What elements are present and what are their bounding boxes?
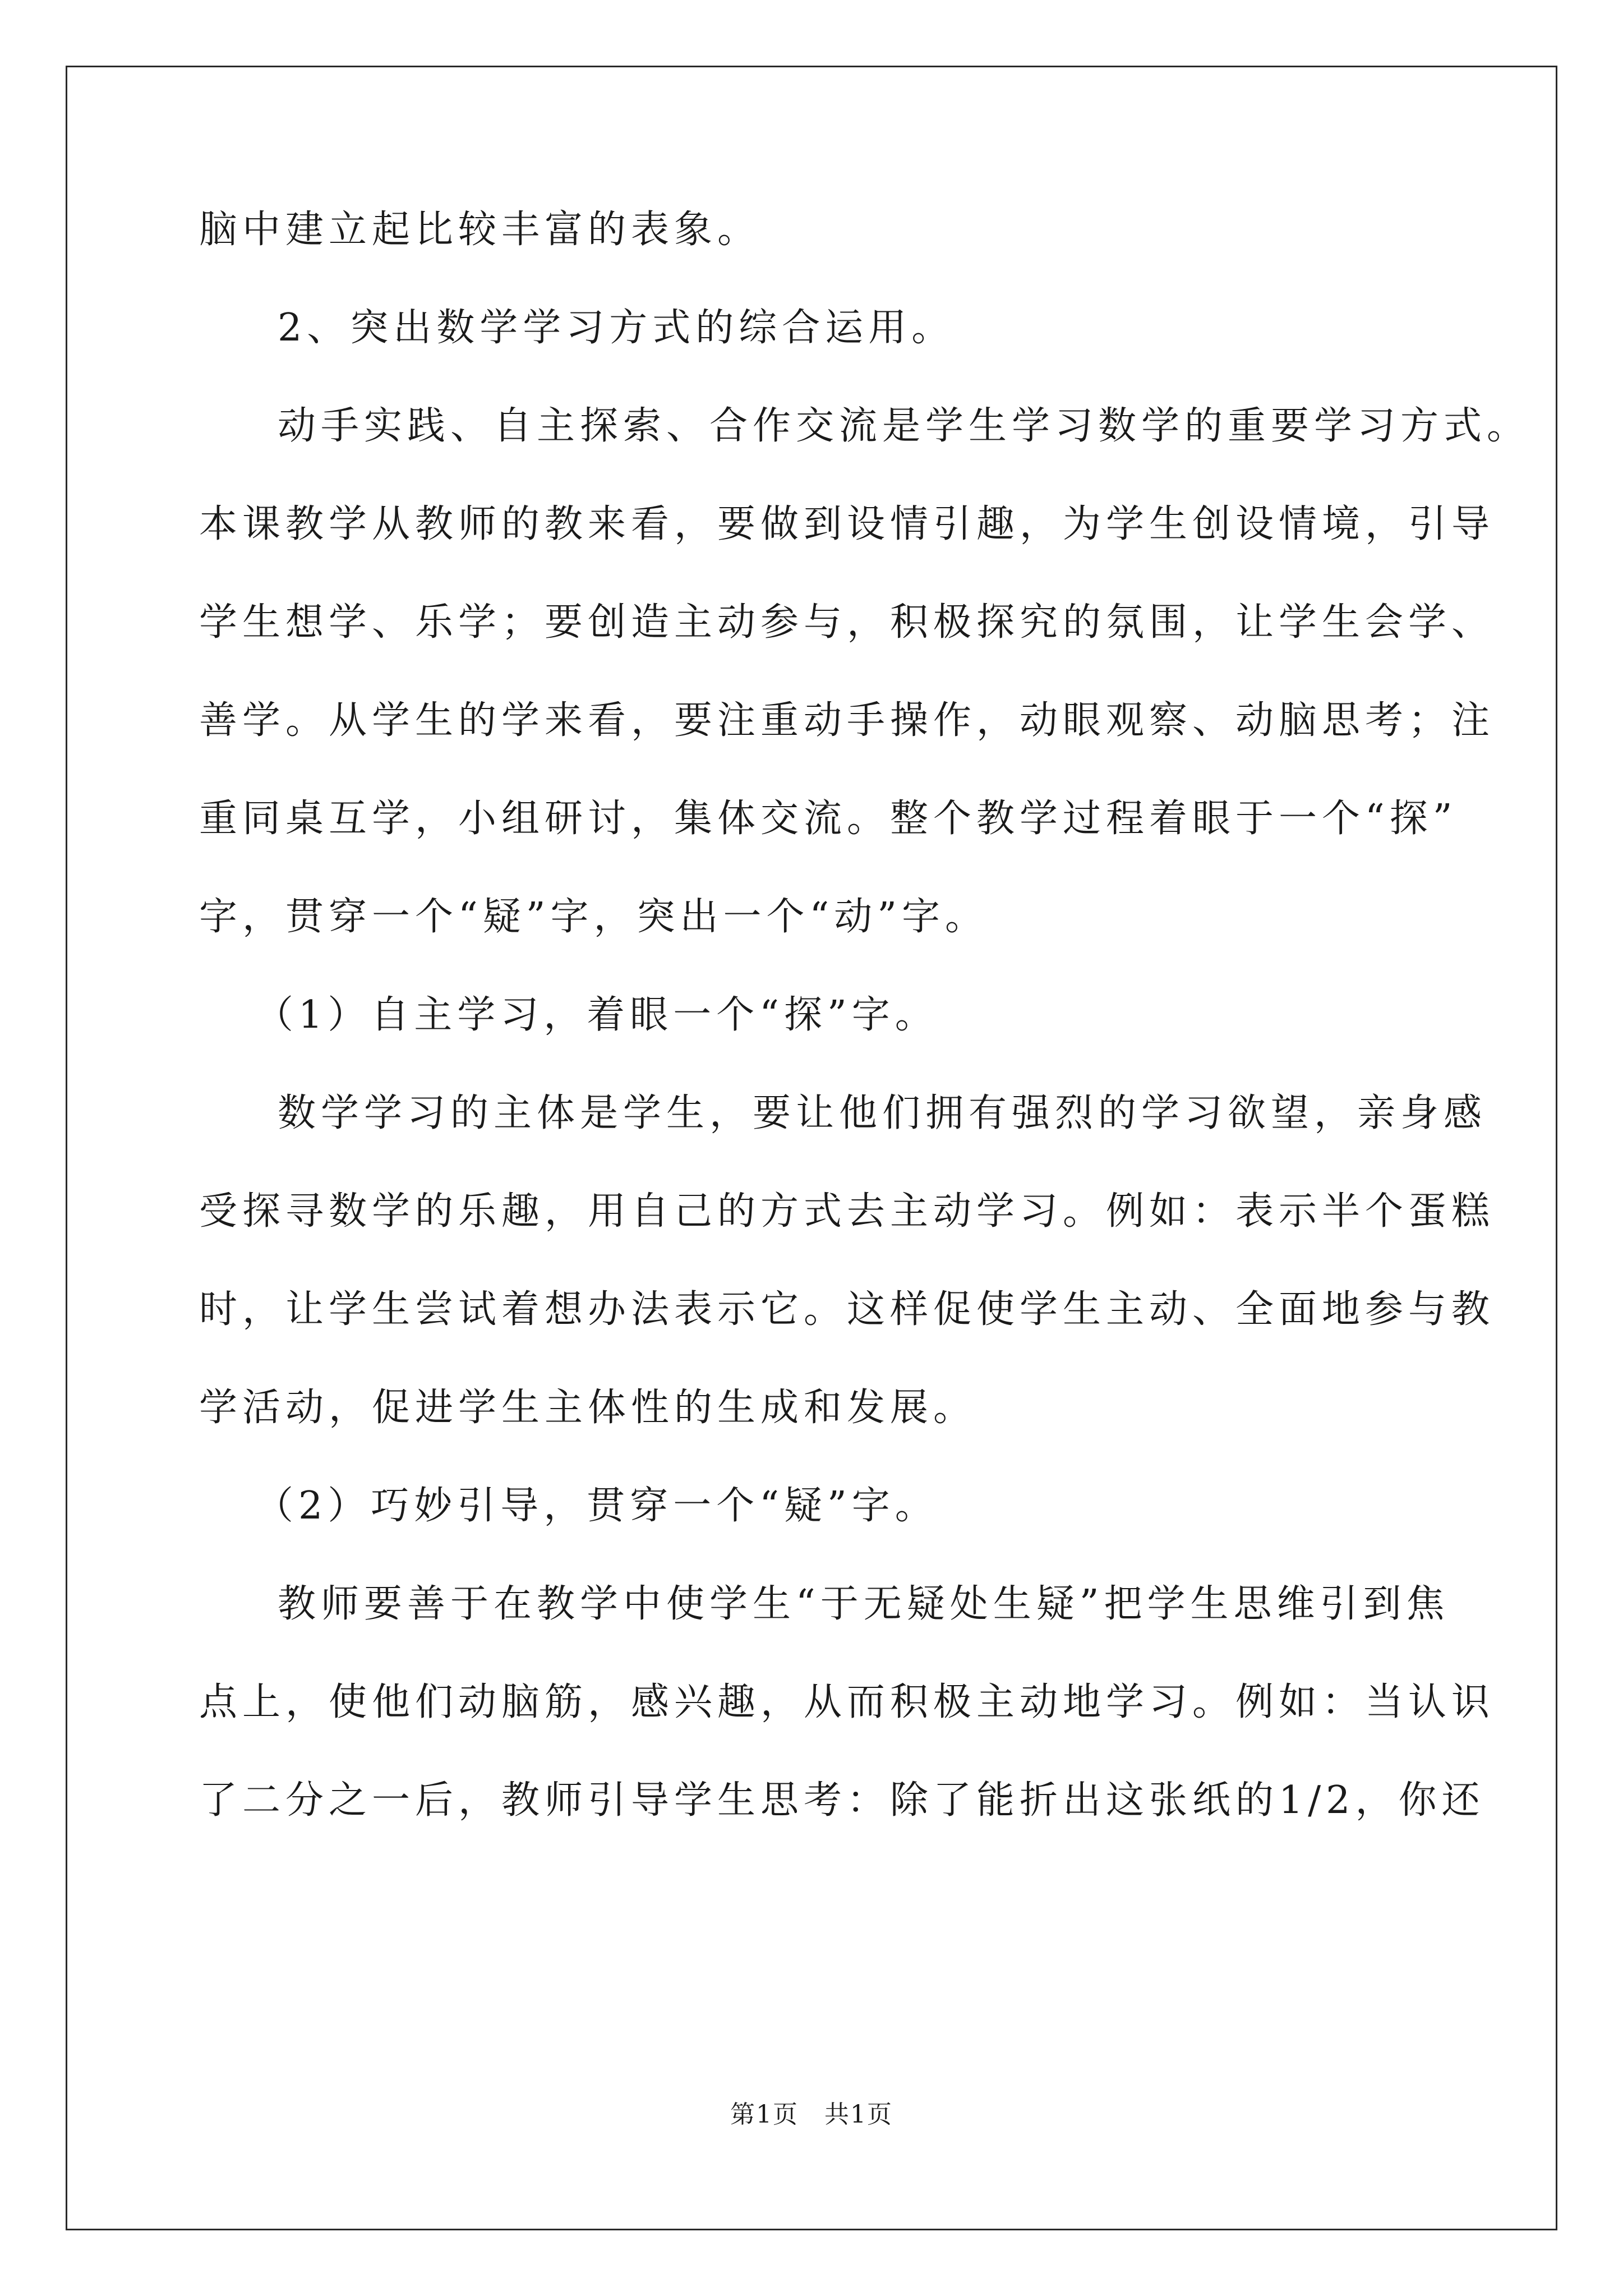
paragraph-start: 教师要善于在教学中使学生“于无疑处生疑”把学生思维引到焦 <box>278 1582 1450 1626</box>
text-line: 脑中建立起比较丰富的表象。 <box>199 208 761 252</box>
text-line: 了二分之一后，教师引导学生思考：除了能折出这张纸的1/2，你还 <box>199 1778 1485 1823</box>
page-frame <box>66 66 1557 2230</box>
paragraph-start: 动手实践、自主探索、合作交流是学生学习数学的重要学习方式。 <box>278 404 1530 448</box>
subsection-heading: （1）自主学习，着眼一个“探”字。 <box>255 993 938 1037</box>
text-line: 本课教学从教师的教来看，要做到设情引趣，为学生创设情境，引导 <box>199 502 1495 546</box>
text-line: 学活动，促进学生主体性的生成和发展。 <box>199 1386 977 1430</box>
subsection-heading: （2）巧妙引导，贯穿一个“疑”字。 <box>255 1484 938 1528</box>
text-line: 善学。从学生的学来看，要注重动手操作，动眼观察、动脑思考；注 <box>199 698 1495 743</box>
text-line: 点上，使他们动脑筋，感兴趣，从而积极主动地学习。例如：当认识 <box>199 1680 1495 1724</box>
page-footer: 第1页 共1页 <box>730 2100 893 2129</box>
section-heading: 2、突出数学学习方式的综合运用。 <box>278 306 955 350</box>
text-line: 受探寻数学的乐趣，用自己的方式去主动学习。例如：表示半个蛋糕 <box>199 1189 1495 1234</box>
text-line: 重同桌互学，小组研讨，集体交流。整个教学过程着眼于一个“探” <box>199 797 1458 841</box>
text-line: 时，让学生尝试着想办法表示它。这样促使学生主动、全面地参与教 <box>199 1287 1495 1332</box>
text-line: 学生想学、乐学；要创造主动参与，积极探究的氛围，让学生会学、 <box>199 600 1495 645</box>
paragraph-start: 数学学习的主体是学生，要让他们拥有强烈的学习欲望，亲身感 <box>278 1091 1487 1135</box>
text-line: 字，贯穿一个“疑”字，突出一个“动”字。 <box>199 895 989 939</box>
